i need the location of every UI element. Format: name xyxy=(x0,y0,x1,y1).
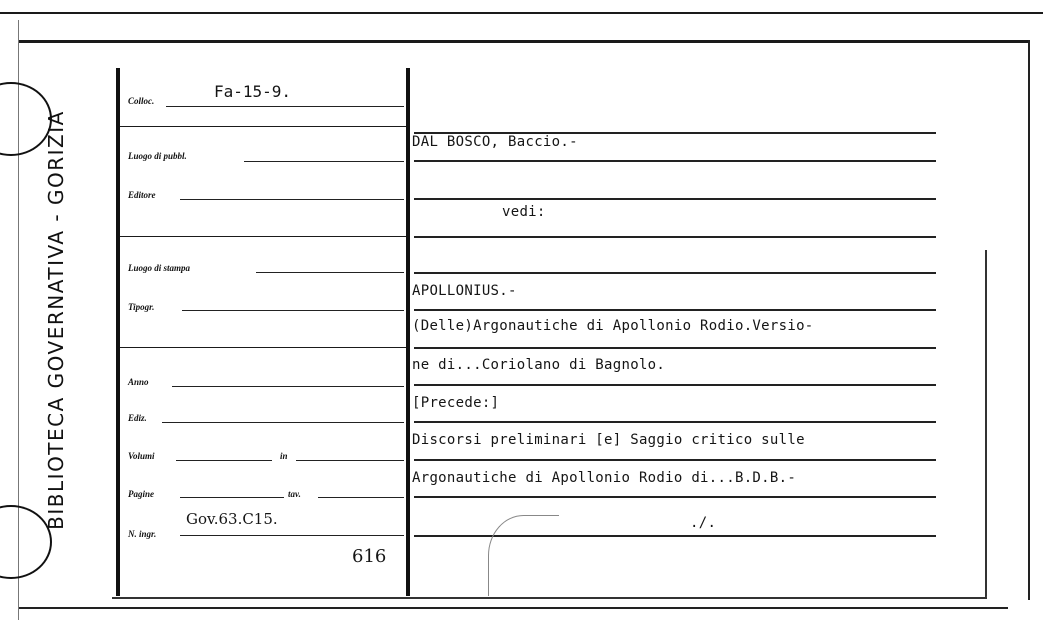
inventario-value: Gov.63.C15. xyxy=(186,510,278,528)
entry-line-5: ne di...Coriolano di Bagnolo. xyxy=(412,357,666,373)
inventario-label: N. ingr. xyxy=(128,529,157,539)
inner-bottom-border xyxy=(112,597,987,599)
editore-line xyxy=(180,199,404,200)
collocazione-label: Colloc. xyxy=(128,96,155,106)
card-bottom-border xyxy=(18,607,1008,609)
rule-9 xyxy=(414,421,936,423)
pagine-label: Pagine xyxy=(128,489,154,499)
collocazione-value: Fa-15-9. xyxy=(214,82,292,101)
luogo-stampa-label: Luogo di stampa xyxy=(128,263,191,273)
faint-curved-mark xyxy=(488,515,559,596)
anno-line xyxy=(172,386,404,387)
inventario-line xyxy=(180,535,404,536)
entry-line-3: APOLLONIUS.- xyxy=(412,283,517,299)
volumi-label: Volumi xyxy=(128,451,155,461)
ediz-label: Ediz. xyxy=(128,413,147,423)
section-divider-3 xyxy=(120,347,406,348)
rule-5 xyxy=(414,272,936,274)
entry-line-2: vedi: xyxy=(502,204,546,220)
entry-line-4: (Delle)Argonautiche di Apollonio Rodio.Versio- xyxy=(412,318,814,334)
tipografia-label: Tipogr. xyxy=(128,302,155,312)
entry-line-9: ./. xyxy=(690,515,717,531)
volumi-line xyxy=(176,460,272,461)
ediz-line xyxy=(162,422,404,423)
rule-6 xyxy=(414,309,936,311)
top-edge-line xyxy=(0,12,1043,14)
entry-line-8: Argonautiche di Apollonio Rodio di...B.D.B.- xyxy=(412,470,797,486)
rule-7 xyxy=(414,347,936,349)
entry-line-1: DAL BOSCO, Baccio.- xyxy=(412,134,578,150)
rule-8 xyxy=(414,384,936,386)
in-label: in xyxy=(280,451,288,461)
rule-10 xyxy=(414,459,936,461)
rule-2 xyxy=(414,160,936,162)
card-right-border xyxy=(1028,40,1030,600)
left-column-divider xyxy=(116,68,120,596)
institution-title: BIBLIOTECA GOVERNATIVA - GORIZIA xyxy=(44,110,68,530)
luogo-stampa-line xyxy=(256,272,404,273)
luogo-pubbl-line xyxy=(244,161,404,162)
anno-label: Anno xyxy=(128,377,149,387)
tav-label: tav. xyxy=(288,489,301,499)
section-divider-1 xyxy=(120,126,406,127)
section-divider-2 xyxy=(120,236,406,237)
in-line xyxy=(296,460,404,461)
rule-3 xyxy=(414,198,936,200)
pagine-line xyxy=(180,497,284,498)
tav-line xyxy=(318,497,404,498)
inner-right-border xyxy=(985,250,987,598)
middle-column-divider xyxy=(406,68,410,596)
handwritten-number: 616 xyxy=(352,546,387,567)
luogo-pubbl-label: Luogo di pubbl. xyxy=(128,151,187,161)
editore-label: Editore xyxy=(128,190,156,200)
card-top-border xyxy=(18,40,1030,43)
collocazione-line xyxy=(166,106,404,107)
entry-line-6: [Precede:] xyxy=(412,395,500,411)
rule-4 xyxy=(414,236,936,238)
tipografia-line xyxy=(182,310,404,311)
entry-line-7: Discorsi preliminari [e] Saggio critico sulle xyxy=(412,432,805,448)
rule-11 xyxy=(414,496,936,498)
